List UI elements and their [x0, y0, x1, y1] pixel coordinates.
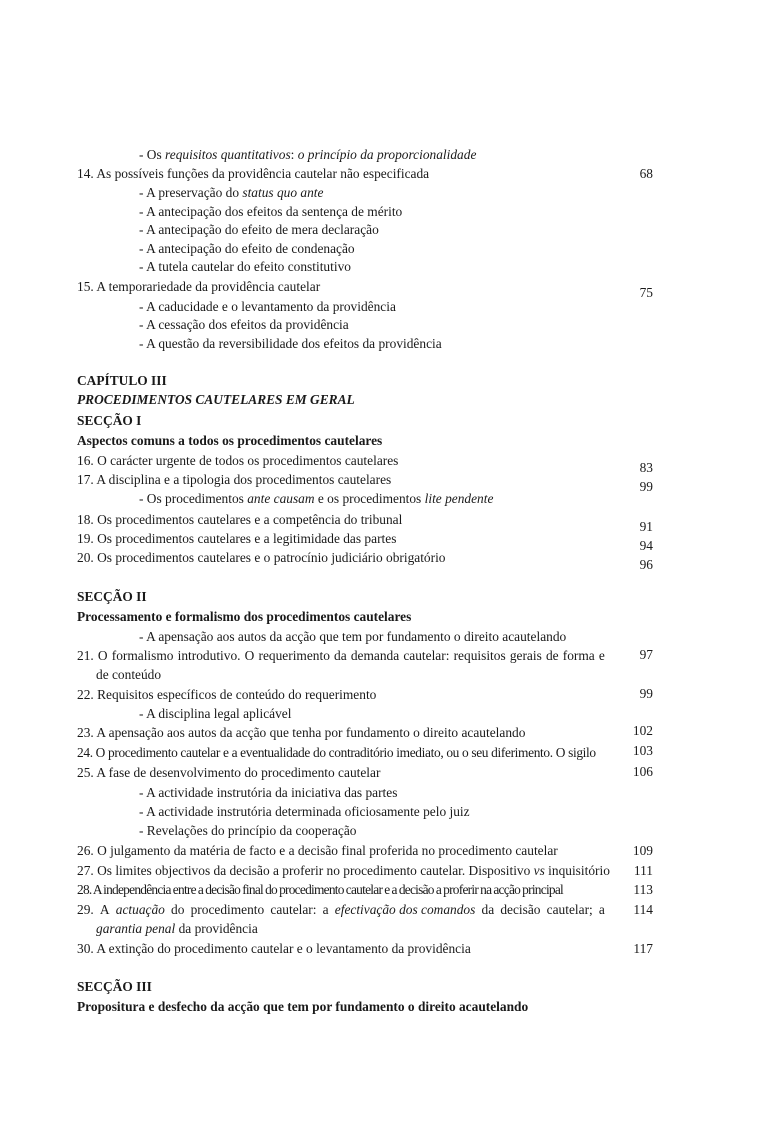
toc-subentry-14-5: - A tutela cautelar do efeito constitutivo — [139, 259, 351, 274]
toc-subentry-17-1: - Os procedimentos ante causam e os procedimentos lite pendente — [139, 491, 494, 506]
toc-entry-24: 24. O procedimento cautelar e a eventualidade do contraditório imediato, ou o seu diferimento. O sigilo — [77, 745, 596, 760]
page-number-17: 99 — [639, 479, 653, 494]
toc-entry-26: 26. O julgamento da matéria de facto e a decisão final proferida no procedimento cautelar — [77, 843, 558, 858]
toc-entry-27: 27. Os limites objectivos da decisão a proferir no procedimento cautelar. Dispositivo vs inquisitório — [77, 863, 610, 878]
toc-entry-29-word: procedimento — [190, 902, 265, 917]
toc-entry-21-word: forma — [562, 648, 595, 663]
toc-subentry-quantitative-requirements: - Os requisitos quantitativos: o princípio da proporcionalidade — [139, 147, 477, 162]
toc-entry-21-word: cautelar: — [403, 648, 450, 663]
toc-entry-21-word: requerimento — [258, 648, 330, 663]
toc-subentry-14-1: - A preservação do status quo ante — [139, 185, 324, 200]
toc-entry-29-word: 29. — [77, 902, 94, 917]
toc-entry-30: 30. A extinção do procedimento cautelar e o levantamento da providência — [77, 941, 471, 956]
page-number-28: 113 — [633, 882, 653, 897]
toc-entry-17: 17. A disciplina e a tipologia dos procedimentos cautelares — [77, 472, 392, 487]
toc-entry-21-word: de — [545, 648, 559, 663]
section-3-label: SECÇÃO III — [77, 979, 152, 994]
toc-entry-25: 25. A fase de desenvolvimento do procedimento cautelar — [77, 765, 381, 780]
section-1-title: Aspectos comuns a todos os procedimentos cautelares — [77, 433, 383, 448]
toc-subentry-15-3: - A questão da reversibilidade dos efeitos da providência — [139, 336, 442, 351]
page-number-18: 91 — [639, 519, 653, 534]
section-2-title: Processamento e formalismo dos procedimentos cautelares — [77, 609, 412, 624]
toc-entry-18: 18. Os procedimentos cautelares e a competência do tribunal — [77, 512, 403, 527]
toc-entry-29-word: a — [322, 902, 329, 917]
toc-entry-29 — [77, 901, 605, 920]
toc-entry-23: 23. A apensação aos autos da acção que tenha por fundamento o direito acautelando — [77, 725, 526, 740]
page-number-23: 102 — [632, 723, 653, 738]
toc-entry-21-word: e — [598, 648, 605, 663]
page-number-24: 103 — [632, 743, 653, 758]
page-number-16: 83 — [639, 460, 653, 475]
toc-entry-29-continuation: garantia penal da providência — [96, 921, 258, 936]
toc-entry-29-word: a — [598, 902, 605, 917]
toc-entry-22: 22. Requisitos específicos de conteúdo do requerimento — [77, 687, 377, 702]
page-number-29: 114 — [633, 902, 653, 917]
toc-subentry-22-1: - A disciplina legal aplicável — [139, 706, 292, 721]
toc-entry-29-word: da — [481, 902, 495, 917]
section-2-label: SECÇÃO II — [77, 589, 147, 604]
toc-subentry-25-1: - A actividade instrutória da iniciativa das partes — [139, 785, 398, 800]
toc-entry-14: 14. As possíveis funções da providência cautelar não especificada — [77, 166, 430, 181]
page-number-19: 94 — [639, 538, 653, 553]
toc-entry-21-word: O — [244, 648, 255, 663]
toc-subentry-25-2: - A actividade instrutória determinada oficiosamente pelo juiz — [139, 804, 470, 819]
toc-entry-21-word: da — [334, 648, 347, 663]
page-number-21: 97 — [639, 647, 653, 662]
toc-subentry-2-intro: - A apensação aos autos da acção que tem por fundamento o direito acautelando — [139, 629, 567, 644]
page-number-27: 111 — [633, 863, 653, 878]
toc-entry-21-word: gerais — [509, 648, 542, 663]
toc-entry-21-word: formalismo — [111, 648, 174, 663]
toc-entry-29-word: efectivação dos comandos — [334, 902, 476, 917]
toc-entry-15: 15. A temporariedade da providência cautelar — [77, 279, 321, 294]
page-number-30: 117 — [633, 941, 653, 956]
toc-subentry-15-2: - A cessação dos efeitos da providência — [139, 317, 349, 332]
page-number-25: 106 — [632, 764, 653, 779]
toc-entry-16: 16. O carácter urgente de todos os procedimentos cautelares — [77, 453, 399, 468]
toc-entry-29-word: do — [171, 902, 185, 917]
page-number-26: 109 — [632, 843, 653, 858]
toc-entry-29-word: cautelar; — [546, 902, 593, 917]
toc-subentry-14-3: - A antecipação do efeito de mera declaração — [139, 222, 379, 237]
toc-entry-29-word: cautelar: — [270, 902, 317, 917]
toc-entry-21-word: demanda — [350, 648, 400, 663]
page-number-14: 68 — [639, 166, 653, 181]
toc-entry-29-word: decisão — [500, 902, 541, 917]
toc-entry-21-word: requisitos — [453, 648, 506, 663]
chapter-label: CAPÍTULO III — [77, 373, 167, 388]
chapter-title: PROCEDIMENTOS CAUTELARES EM GERAL — [77, 392, 355, 407]
toc-entry-21-continuation: de conteúdo — [96, 667, 162, 682]
toc-entry-19: 19. Os procedimentos cautelares e a legitimidade das partes — [77, 531, 397, 546]
toc-subentry-14-2: - A antecipação dos efeitos da sentença de mérito — [139, 204, 403, 219]
toc-entry-29-word: A — [99, 902, 110, 917]
toc-entry-29-word: actuação — [115, 902, 165, 917]
toc-entry-21-word: 21. — [77, 648, 94, 663]
toc-subentry-15-1: - A caducidade e o levantamento da providência — [139, 299, 396, 314]
toc-entry-21-word: introdutivo. — [177, 648, 241, 663]
toc-subentry-14-4: - A antecipação do efeito de condenação — [139, 241, 355, 256]
section-3-title: Propositura e desfecho da acção que tem por fundamento o direito acautelando — [77, 999, 529, 1014]
toc-entry-21-word: O — [97, 648, 108, 663]
page-number-20: 96 — [639, 557, 653, 572]
section-1-label: SECÇÃO I — [77, 413, 142, 428]
toc-entry-21 — [77, 647, 605, 666]
toc-entry-28: 28. A independência entre a decisão final do procedimento cautelar e a decisão a proferir na acção principal — [77, 882, 564, 897]
page-number-15: 75 — [639, 285, 653, 300]
toc-entry-20: 20. Os procedimentos cautelares e o patrocínio judiciário obrigatório — [77, 550, 446, 565]
page-number-22: 99 — [639, 686, 653, 701]
toc-subentry-25-3: - Revelações do princípio da cooperação — [139, 823, 357, 838]
